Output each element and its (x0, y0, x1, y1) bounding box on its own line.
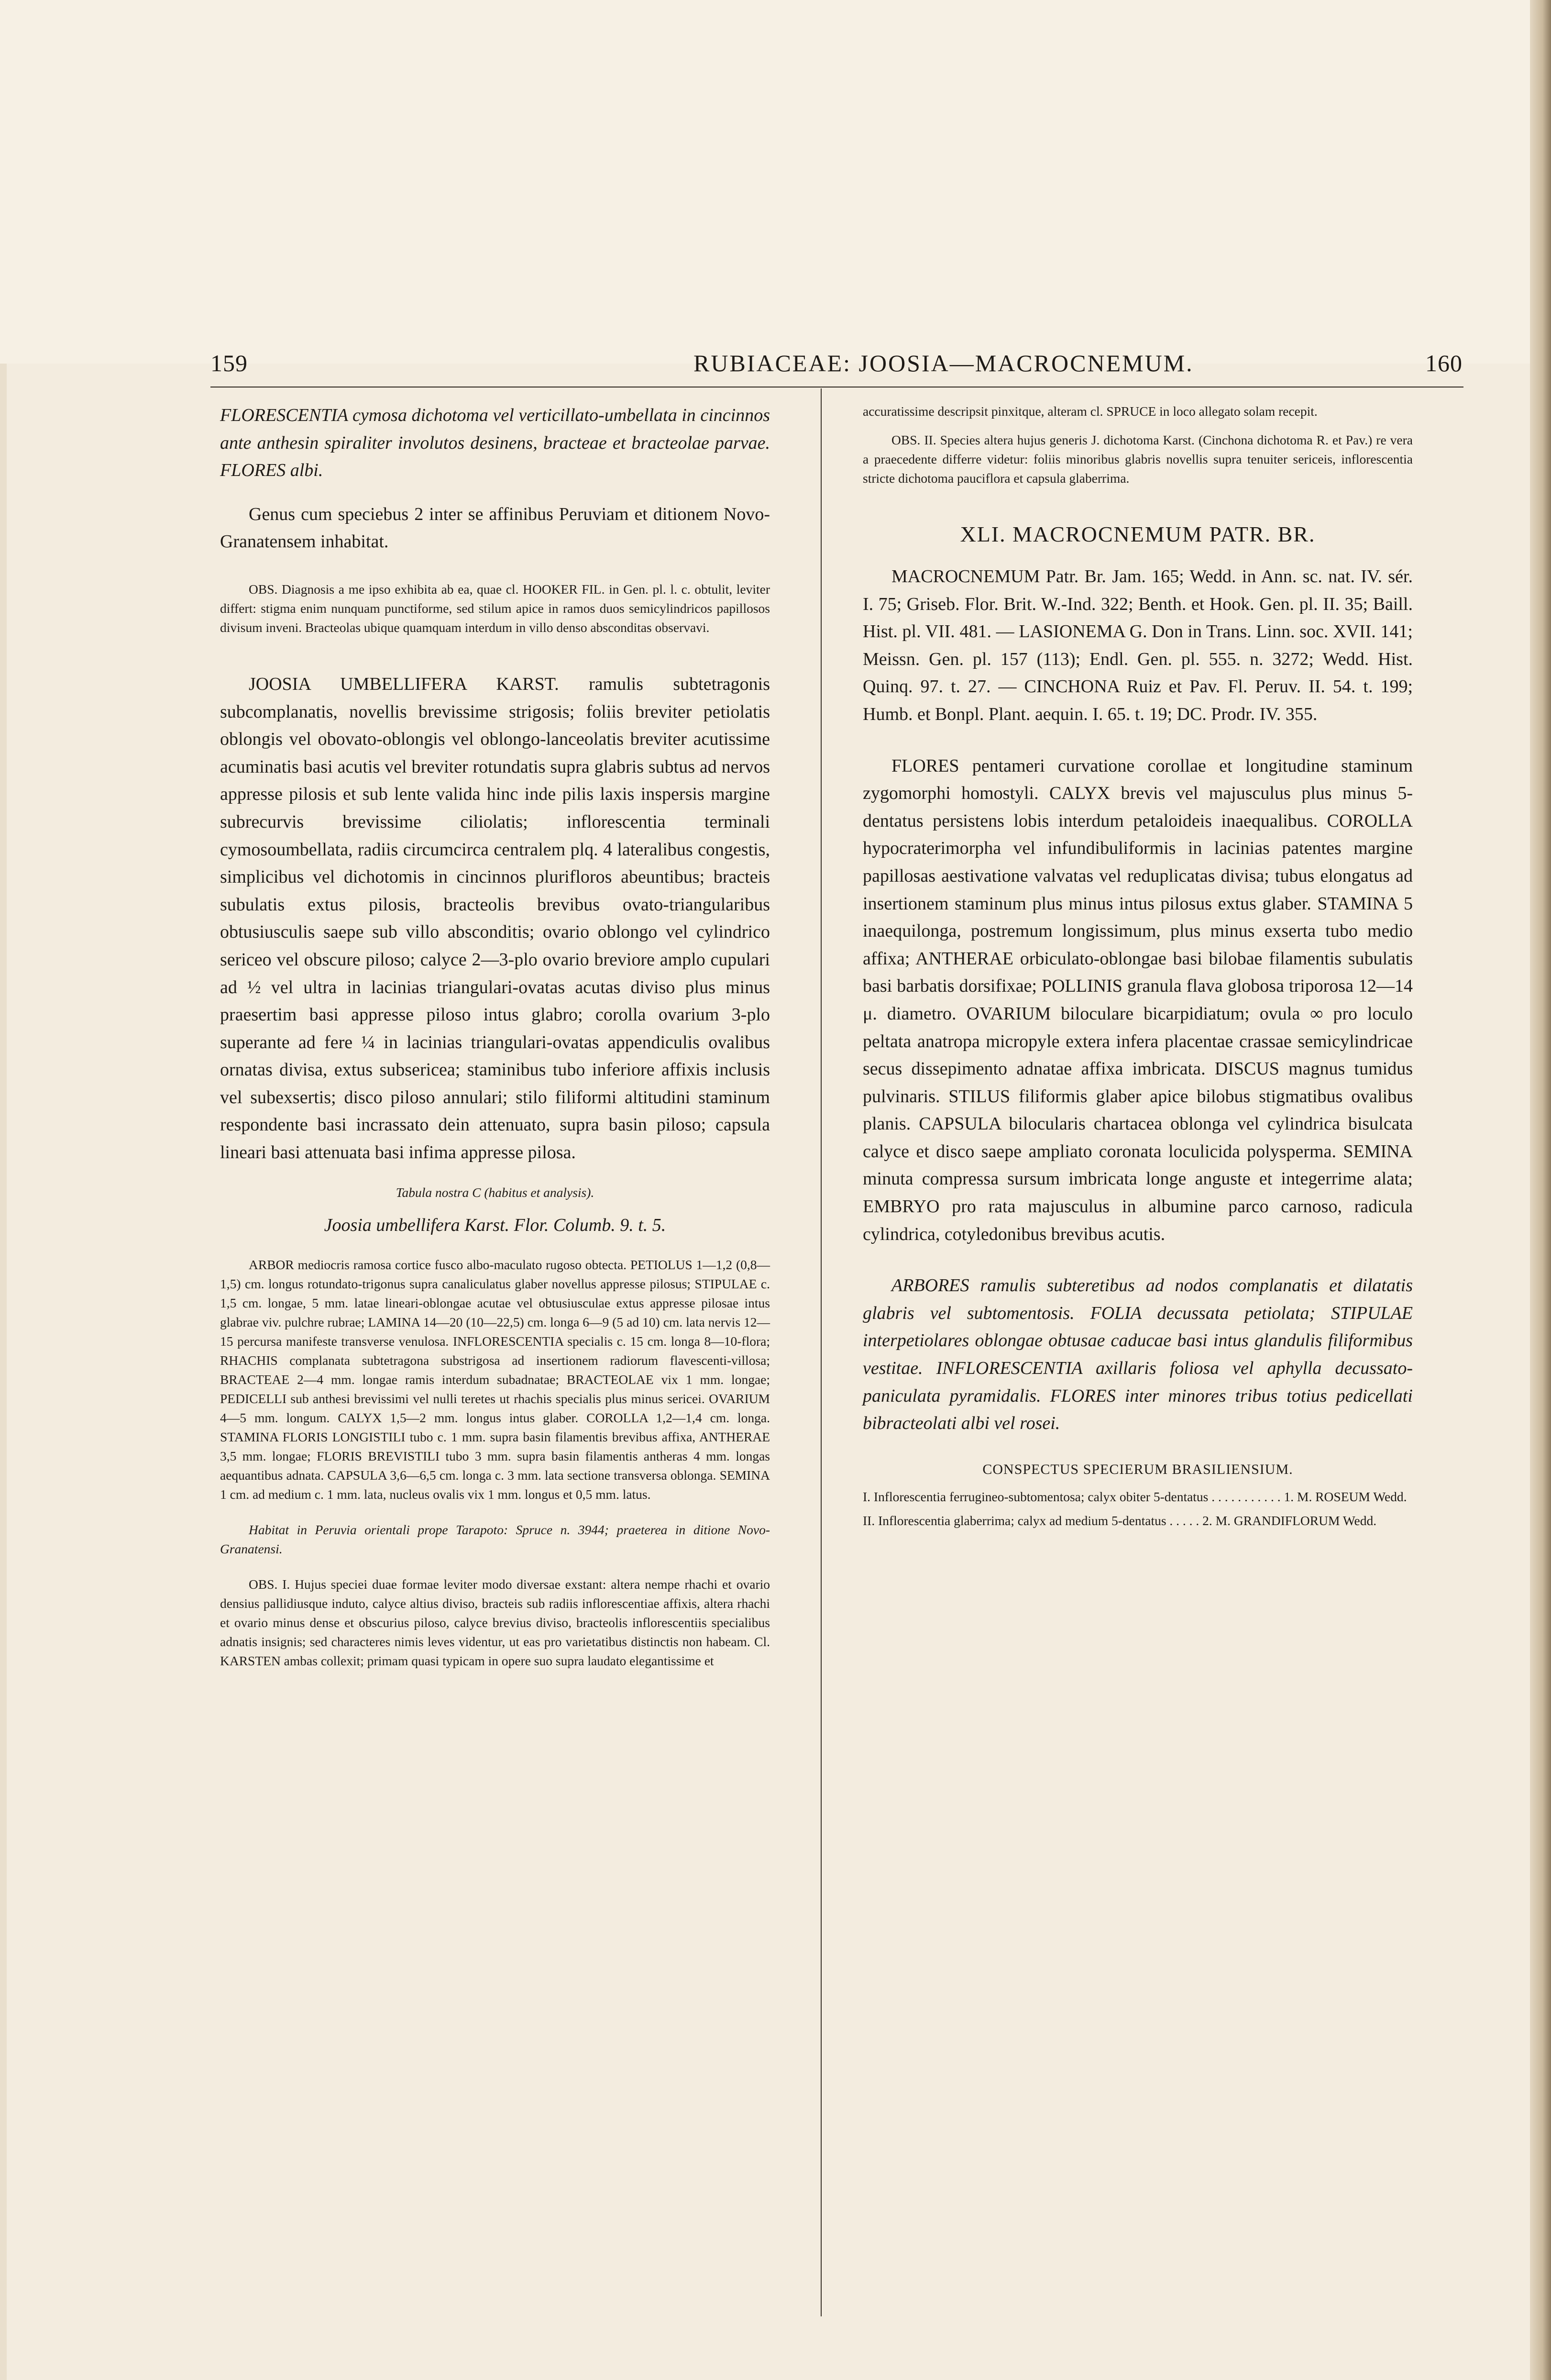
top-blank-area (0, 0, 1551, 364)
key-entry-2: II. Inflorescentia glaberrima; calyx ad medium 5-dentatus . . . . . 2. M. GRANDIFLORUM Wedd. (863, 1513, 1377, 1528)
habit-description: ARBORES ramulis subteretibus ad nodos complanatis et dilatatis glabris vel subtomentosis. FOLIA decussata petiolata; STIPULAE interpetiolares oblongae obtusae caducae basi intus glandulis filiformibus vestitae. INFLORESCENTIA axillaris foliosa vel aphylla decussato-paniculata pyramidalis. FLORES inter minores tribus totius pedicellati bibracteolati albi vel rosei. (863, 1275, 1413, 1434)
species-detail-description: ARBOR mediocris ramosa cortice fusco albo-maculato rugoso obtecta. PETIOLUS 1—1,2 (0,8—1,5) cm. longus rotundato-trigonus supra canaliculatus glaber novellus appresse pilosus; STIPULAE c. 1,5 cm. longae, 5 mm. latae lineari-oblongae acutae vel obtusiusculae extus appresse pilosae intus glabrae viv. pulchre rubrae; LAMINA 14—20 (10—22,5) cm. longa 6—9 (5 ad 10) cm. lata nervis 12—15 percursa manifeste transverse venulosa. INFLORESCENTIA specialis c. 15 cm. longa 8—10-flora; RHACHIS complanata subtetragona substrigosa ad insertionem radiorum flavescenti-villosa; BRACTEAE 2—4 mm. longae ramis interdum subadnatae; BRACTEOLAE vix 1 mm. longae; PEDICELLI sub anthesi brevissimi vel nulli teretes ut rhachis specialis plus minus sericei. OVARIUM 4—5 mm. longum. CALYX 1,5—2 mm. longus intus glaber. COROLLA 1,2—1,4 cm. longa. STAMINA FLORIS LONGISTILI tubo c. 1 mm. supra basin filamentis brevibus affixa, ANTHERAE 3,5 mm. longae; FLORIS BREVISTILI tubo 3 mm. supra basin filamentis antheras 4 mm. longas aequantibus adnata. CAPSULA 3,6—6,5 cm. longa c. 3 mm. lata sectione transversa oblonga. SEMINA 1 cm. ad medium c. 1 mm. lata, nucleus ovalis vix 1 mm. longus et 0,5 mm. latus. (220, 1257, 770, 1502)
species-description: ramulis subtetragonis subcomplanatis, novellis brevissime strigosis; foliis breviter petiolatis oblongis vel obovato-oblongis vel oblongo-lanceolatis breviter acutissime acuminatis basi acutis vel breviter rotundatis supra glabris subtus ad nervos appresse pilosis et sub lente valida hinc inde pilis laxis inspersis margine subrecurvis brevissime ciliolatis; inflorescentia terminali cymosoumbellata, radiis circumcirca centralem plq. 4 lateralibus congestis, simplicibus vel dichotomis in cincinnos plurifloros abeuntibus; bracteis subulatis extus pilosis, bracteolis brevibus ovato-triangularibus obtusiusculis saepe sub villo absconditis; ovario oblongo vel cylindrico sericeo vel obscure piloso; calyce 2—3-plo ovario breviore amplo cupulari ad ½ vel ultra in lacinias triangulari-ovatas acutas diviso plus minus praesertim basi appresse piloso intus glabro; corolla ovarium 3-plo superante ad fere ¼ in lacinias triangulari-ovatas appendiculis ovalibus ornatas divisa, extus subsericea; staminibus tubo inferiore affixis inclusis vel subexsertis; disco piloso annulari; stilo filiformi altitudini staminum respondente basi incrassato dein attenuato, supra basin piloso; capsula lineari basi attenuata basi infima appresse pilosa. (220, 674, 770, 1163)
observation-3: OBS. II. Species altera hujus generis J. dichotoma Karst. (Cinchona dichotoma R. et Pav.) re vera a praecedente differre videtur: foliis minoribus glabris novellis supra tenuiter sericeis, inflorescentia stricte dichotoma pauciflora et capsula glaberrima. (863, 432, 1413, 486)
running-title: RUBIACEAE: JOOSIA—MACROCNEMUM. (693, 350, 1194, 376)
species-entry (220, 671, 770, 1167)
key-2-text: II. Inflorescentia glaberrima; calyx ad medium 5-dentatus (863, 1513, 1166, 1528)
habitat-note: Habitat in Peruvia orientali prope Tarapoto: Spruce n. 3944; praeterea in ditione Novo-Granatensi. (220, 1522, 770, 1557)
key-1-text: I. Inflorescentia ferrugineo-subtomentosa; calyx obiter 5-dentatus (863, 1489, 1209, 1504)
continued-text: accuratissime descripsit pinxitque, alteram cl. SPRUCE in loco allegato solam recepit. (863, 404, 1318, 419)
book-spine (1530, 0, 1551, 2380)
left-column (220, 402, 770, 1671)
species-citation: Joosia umbellifera Karst. Flor. Columb. 9. t. 5. (324, 1215, 666, 1235)
tabula-note: Tabula nostra C (habitus et analysis). (396, 1184, 594, 1200)
florescentia-paragraph: FLORESCENTIA cymosa dichotoma vel verticillato-umbellata in cincinnos ante anthesin spiraliter involutos desinens, bracteae et bracteolae parvae. FLORES albi. (220, 405, 770, 481)
page-number-left: 159 (210, 350, 248, 376)
key-2-result: 2. M. GRANDIFLORUM Wedd. (1202, 1513, 1377, 1528)
column-divider (821, 388, 822, 2316)
conspectus-title: CONSPECTUS SPECIERUM BRASILIENSIUM. (982, 1461, 1293, 1477)
observation-1: OBS. Diagnosis a me ipso exhibita ab ea, quae cl. HOOKER FIL. in Gen. pl. l. c. obtulit, leviter differt: stigma enim nunquam punctiforme, sed stilum apice in ramos duos semicylindricos papillosos divisum inveni. Bracteolas ubique quamquam interdum in villo denso absconditas observavi. (220, 581, 770, 635)
key-1-result: 1. M. ROSEUM Wedd. (1284, 1489, 1407, 1504)
generic-description: FLORES pentameri curvatione corollae et longitudine staminum zygomorphi homostyli. CALYX brevis vel majusculus plus minus 5-dentatus persistens lobis interdum petaloideis inaequalibus. COROLLA hypocraterimorpha vel infundibuliformis in lacinias patentes margine papillosas aestivatione valvatas vel reduplicatas divisa; tubus elongatus ad insertionem staminum plus minus intus pilosus extus glaber. STAMINA 5 inaequilonga, postremum longissimum, plus minus exserta tubo medio affixa; ANTHERAE orbiculato-oblongae basi bilobae filamentis subulatis basi barbatis dorsifixae; POLLINIS granula flava globosa triporosa 12—14 μ. diametro. OVARIUM biloculare bicarpidiatum; ovula ∞ pro loculo peltata anatropa micropyle extera infera placentae crassae semicylindricae secus dissepimento adnatae affixa imbricata. DISCUS magnus tumidus pulvinaris. STILUS filiformis glaber apice bilobus stigmatibus ovalibus planis. CAPSULA bilocularis chartacea oblonga vel cylindrica bisulcata calyce et disco saepe ampliato coronata loculicida polysperma. SEMINA minuta compressa sursum imbricata longe anguste et integerrime alata; EMBRYO pro rata majusculus in albumine parco carnoso, radicula cylindrica, cotyledonibus brevibus acutis. (863, 755, 1413, 1244)
genus-heading: XLI. MACROCNEMUM PATR. BR. (960, 522, 1316, 546)
genus-distribution: Genus cum speciebus 2 inter se affinibus Peruviam et ditionem Novo-Granatensem inhabitat. (220, 504, 770, 552)
genus-synonymy: MACROCNEMUM Patr. Br. Jam. 165; Wedd. in Ann. sc. nat. IV. sér. I. 75; Griseb. Flor. Brit. W.-Ind. 322; Benth. et Hook. Gen. pl. II. 35; Baill. Hist. pl. VII. 481. — LASIONEMA G. Don in Trans. Linn. soc. XVII. 141; Meissn. Gen. pl. 157 (113); Endl. Gen. pl. 555. n. 3272; Wedd. Hist. Quinq. 97. t. 27. — CINCHONA Ruiz et Pav. Fl. Peruv. II. 54. t. 199; Humb. et Bonpl. Plant. aequin. I. 65. t. 19; DC. Prodr. IV. 355. (863, 566, 1413, 724)
key-entry-1: I. Inflorescentia ferrugineo-subtomentosa; calyx obiter 5-dentatus . . . . . . . . . . . 1. M. ROSEUM Wedd. (863, 1489, 1407, 1504)
species-heading: JOOSIA UMBELLIFERA KARST. (249, 674, 559, 694)
right-column (863, 402, 1413, 1530)
page-number-right: 160 (1425, 350, 1463, 376)
observation-2: OBS. I. Hujus speciei duae formae leviter modo diversae exstant: altera nempe rhachi et ovario densius pallidiusque induto, calyce altius diviso, bracteis sub radiis inflorescentiae affixis, altera rhachi et ovario minus dense et obscurius piloso, calyce brevius diviso, bracteolis inflorescentiis specialibus adnatis insignis; sed characteres nimis leves videntur, ut eas pro varietatibus distinctis non habeam. Cl. KARSTEN ambas collexit; primam quasi typicam in opere suo supra laudato elegantissime et (220, 1577, 770, 1669)
